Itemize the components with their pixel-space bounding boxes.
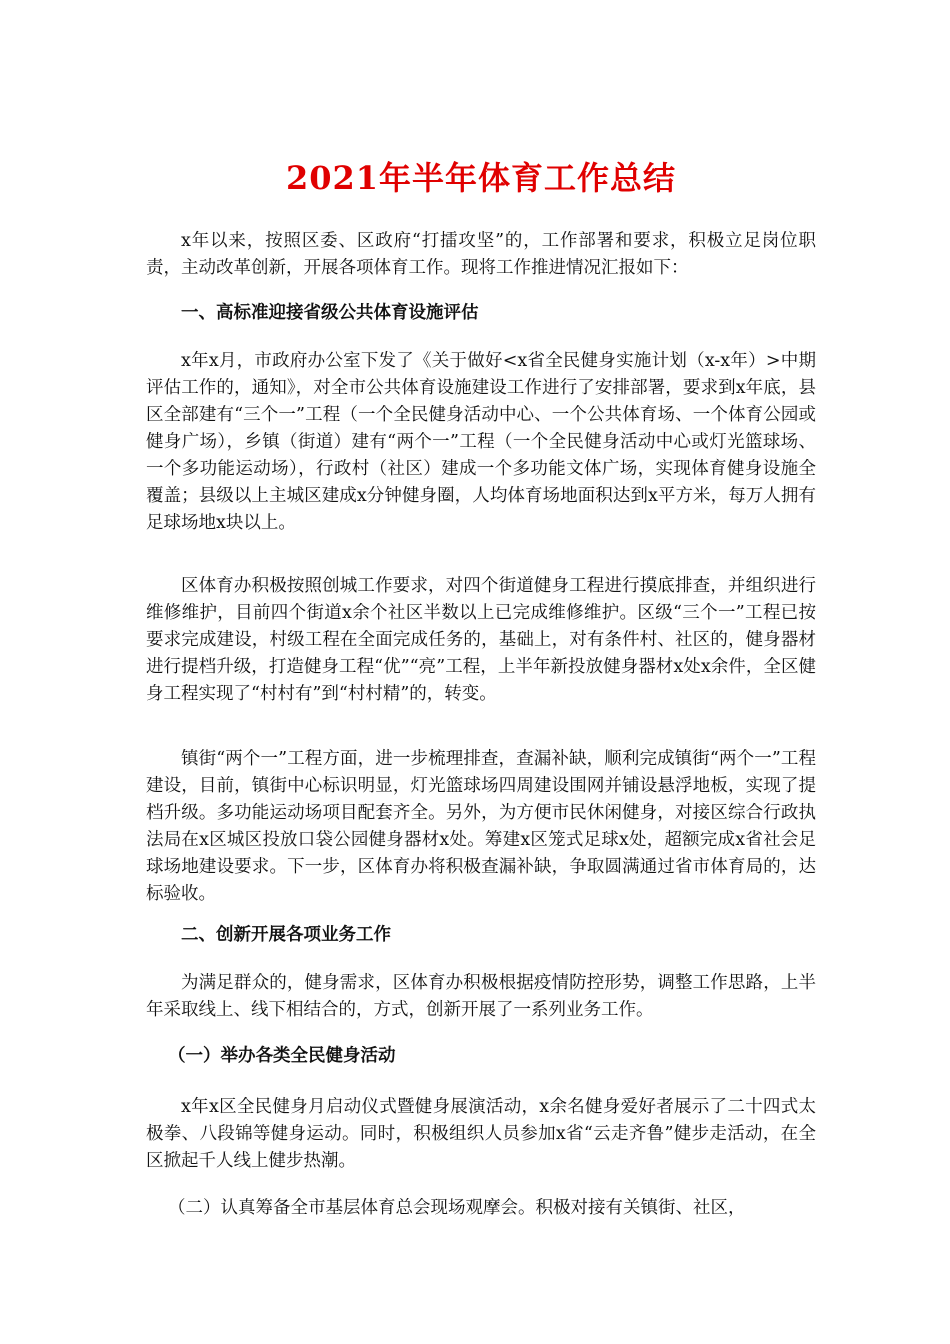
- document-title: 2021年半年体育工作总结: [285, 159, 677, 197]
- section1-paragraph-1: x年x月，市政府办公室下发了《关于做好<x省全民健身实施计划（x-x年）>中期评估工作的，通知》，对全市公共体育设施建设工作进行了安排部署，要求到x年底，县区全部建有“三个一”工程（一个全民健身活动中心、一个公共体育场、一个体育公园或健身广场），乡镇（街道）建有“两个一”工程（一个全民健身活动中心或灯光篮球场、一个多功能运动场），行政村（社区）建成一个多功能文体广场，实现体育健身设施全覆盖；县级以上主城区建成x分钟健身圈，人均体育场地面积达到x平方米，每万人拥有足球场地x块以上。: [146, 351, 816, 533]
- section2-paragraph-1: 为满足群众的，健身需求，区体育办积极根据疫情防控形势，调整工作思路，上半年采取线上、线下相结合的，方式，创新开展了一系列业务工作。: [146, 973, 816, 1020]
- section2-heading: 二、创新开展各项业务工作: [181, 925, 391, 945]
- section1-paragraph-2: 区体育办积极按照创城工作要求，对四个街道健身工程进行摸底排查，并组织进行维修维护，目前四个街道x余个社区半数以上已完成维修维护。区级“三个一”工程已按要求完成建设，村级工程在全面完成任务的，基础上，对有条件村、社区的，健身器材进行提档升级，打造健身工程“优”“亮”工程，上半年新投放健身器材x处x余件，全区健身工程实现了“村村有”到“村村精”的，转变。: [146, 576, 816, 704]
- section1-heading: 一、高标准迎接省级公共体育设施评估: [181, 303, 479, 323]
- subsection2-paragraph: （二）认真筹备全市基层体育总会现场观摩会。积极对接有关镇街、社区，: [168, 1198, 746, 1218]
- intro-paragraph: x年以来，按照区委、区政府“打擂攻坚”的，工作部署和要求，积极立足岗位职责，主动改革创新，开展各项体育工作。现将工作推进情况汇报如下：: [146, 231, 816, 278]
- subsection1-heading: （一）举办各类全民健身活动: [168, 1046, 396, 1066]
- section1-paragraph-3: 镇街“两个一”工程方面，进一步梳理排查，查漏补缺，顺利完成镇街“两个一”工程建设，目前，镇街中心标识明显，灯光篮球场四周建设围网并铺设悬浮地板，实现了提档升级。多功能运动场项目配套齐全。另外，为方便市民休闲健身，对接区综合行政执法局在x区城区投放口袋公园健身器材x处。筹建x区笼式足球x处，超额完成x省社会足球场地建设要求。下一步，区体育办将积极查漏补缺，争取圆满通过省市体育局的，达标验收。: [146, 749, 816, 904]
- subsection1-paragraph: x年x区全民健身月启动仪式暨健身展演活动，x余名健身爱好者展示了二十四式太极拳、八段锦等健身运动。同时，积极组织人员参加x省“云走齐鲁”健步走活动，在全区掀起千人线上健步热潮。: [146, 1097, 816, 1171]
